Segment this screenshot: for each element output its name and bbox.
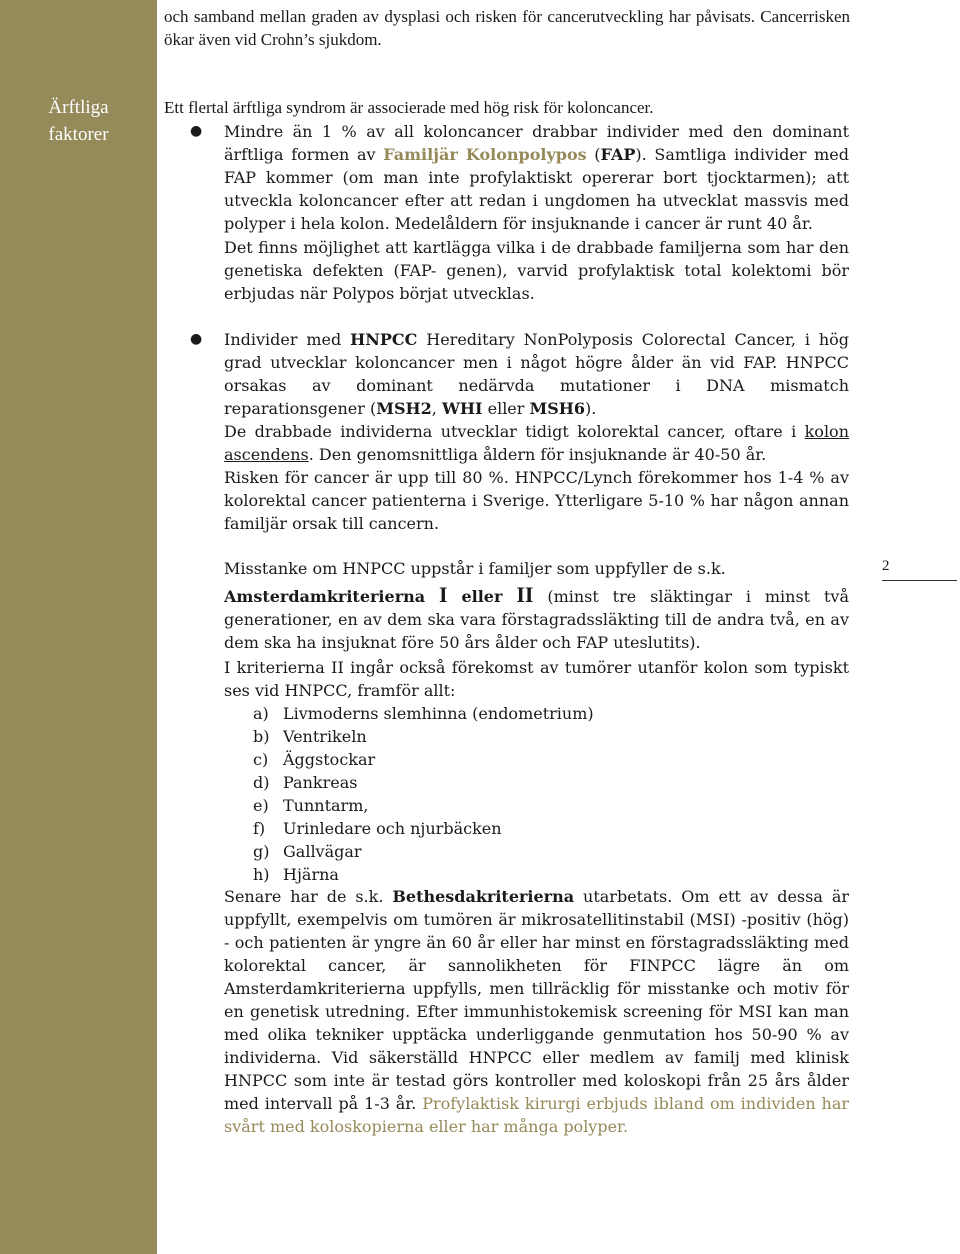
- intro-paragraph: Ett flertal ärftliga syndrom är associerade med hög risk för koloncancer.: [164, 98, 654, 117]
- roman-two: II: [516, 582, 534, 607]
- list-letter: g): [253, 842, 270, 861]
- bethesda-paragraph: [224, 885, 849, 1138]
- hnpcc-paragraph-2: [224, 420, 849, 466]
- hnpcc-p2-text-a: De drabbade individerna utvecklar tidigt kolorektal cancer, oftare i: [224, 422, 805, 441]
- criteria-rest: (minst tre släktingar i minst två generationer, en av dem ska vara förstagradssläkting till de andra två, en av dem ska ha insjuknat före 50 års ålder och FAP uteslutits).: [224, 587, 849, 652]
- fap-text-c: ). Samtliga individer med FAP kommer (om man inte profylaktiskt opererar bort tjocktarmen); att utveckla koloncancer efter att redan i ungdomen ha utvecklat massvis med polyper i hela kolon. Medelåldern för insjuknande i cancer är runt 40 år.: [224, 145, 849, 233]
- gene-msh6: MSH6: [529, 399, 586, 418]
- list-item: [253, 794, 753, 817]
- eller-word: eller: [461, 587, 503, 606]
- section-title: [0, 94, 157, 148]
- list-text: Urinledare och njurbäcken: [283, 819, 502, 838]
- list-text: Livmoderns slemhinna (endometrium): [283, 704, 594, 723]
- bethesda-text-a: Senare har de s.k.: [224, 887, 393, 906]
- list-text: Äggstockar: [283, 750, 376, 769]
- fap-paragraph: [224, 120, 849, 235]
- bullet-icon: ●: [190, 331, 203, 347]
- list-letter: a): [253, 704, 269, 723]
- fap-abbr: FAP: [600, 145, 636, 164]
- top-paragraph: och samband mellan graden av dysplasi och risken för cancerutveckling har påvisats. Cancerrisken ökar även vid Crohn’s sjukdom.: [164, 7, 850, 49]
- hnpcc-text-a: Individer med: [224, 330, 351, 349]
- roman-one: I: [439, 582, 448, 607]
- list-text: Hjärna: [283, 865, 339, 884]
- list-letter: b): [253, 727, 270, 746]
- bethesda-highlight: Profylaktisk kirurgi erbjuds ibland om individen har svårt med koloskopierna eller har många polyper.: [224, 1094, 850, 1136]
- gene-msh2: MSH2: [376, 399, 432, 418]
- hnpcc-text-c: ).: [585, 399, 597, 418]
- section-title-line2: faktorer: [48, 124, 109, 145]
- list-item: [253, 771, 753, 794]
- list-letter: c): [253, 750, 269, 769]
- list-text: Ventrikeln: [283, 727, 367, 746]
- list-item: [253, 748, 753, 771]
- list-letter: f): [253, 819, 266, 838]
- list-item: [253, 725, 753, 748]
- list-letter: h): [253, 865, 270, 884]
- fap-paragraph-2: Det finns möjlighet att kartlägga vilka i de drabbade familjerna som har den genetiska defekten (FAP- genen), varvid profylaktisk total kolektomi bör erbjudas när Polypos börjat utvecklas.: [224, 238, 849, 303]
- section-title-line1: Ärftliga: [48, 97, 109, 118]
- bethesda-text-b: utarbetats. Om ett av dessa är uppfyllt, exempelvis om tumören är mikrosatellitinstabil (MSI) -positiv (hög) - och patienten är yngre än 60 år eller har minst en förstagradssläkting med kolorektal cancer, är sannolikheten för FINPCC lägre än om Amsterdamkriterierna uppfylls, men tillräcklig för misstanke och motiv för en genetisk utredning. Efter immunhistokemisk screening för MSI kan man med olika tekniker upptäcka underliggande genmutation hos 50-90 % av individerna. Vid säkerställd HNPCC eller medlem av familj med klinisk HNPCC som inte är testad görs kontroller med koloskopi från 25 års ålder med intervall på 1-3 år.: [224, 887, 850, 1113]
- page-number: 2: [882, 556, 957, 581]
- bethesda-term: Bethesdakriterierna: [392, 887, 575, 906]
- fap-text-a: Mindre än 1 % av all koloncancer drabbar individer med den dominant ärftliga formen av: [224, 122, 849, 164]
- list-text: Pankreas: [283, 773, 358, 792]
- kolon-ascendens: kolon ascendens: [224, 422, 849, 464]
- gene-whi: WHI: [441, 399, 483, 418]
- separator: eller: [482, 399, 530, 418]
- hnpcc-paragraph-3: Risken för cancer är upp till 80 %. HNPCC/Lynch förekommer hos 1-4 % av kolorektal cancer patienterna i Sverige. Ytterligare 5-10 % har någon annan familjär orsak till cancern.: [224, 468, 849, 533]
- list-item: [253, 817, 753, 840]
- list-item: [253, 863, 753, 886]
- bullet-icon: ●: [190, 123, 203, 139]
- fap-term: Familjär Kolonpolypos: [383, 145, 587, 164]
- list-text: Tunntarm,: [283, 796, 369, 815]
- organ-list: [253, 702, 753, 886]
- list-text: Gallvägar: [283, 842, 362, 861]
- list-letter: d): [253, 773, 270, 792]
- hnpcc-text-b: Hereditary NonPolyposis Colorectal Cancer, i hög grad utvecklar koloncancer men i något högre ålder än vid FAP. HNPCC orsakas av dominant nedärvda mutationer i DNA mismatch reparationsgener (: [224, 330, 849, 418]
- fap-text-b: (: [586, 145, 601, 164]
- list-item: [253, 840, 753, 863]
- sidebar-band: [0, 0, 157, 1254]
- list-letter: e): [253, 796, 269, 815]
- hnpcc-paragraph: [224, 328, 849, 420]
- amsterdam-term: Amsterdamkriterierna: [224, 587, 426, 606]
- criteria-line1: Misstanke om HNPCC uppstår i familjer som uppfyller de s.k.: [224, 559, 726, 578]
- list-item: [253, 702, 753, 725]
- hnpcc-p2-text-b: . Den genomsnittliga åldern för insjuknande är 40-50 år.: [308, 445, 767, 464]
- separator: ,: [431, 399, 442, 418]
- criteria-paragraph-2: I kriterierna II ingår också förekomst av tumörer utanför kolon som typiskt ses vid HNPCC, framför allt:: [224, 658, 849, 700]
- criteria-paragraph: [224, 583, 849, 654]
- hnpcc-abbr: HNPCC: [350, 330, 418, 349]
